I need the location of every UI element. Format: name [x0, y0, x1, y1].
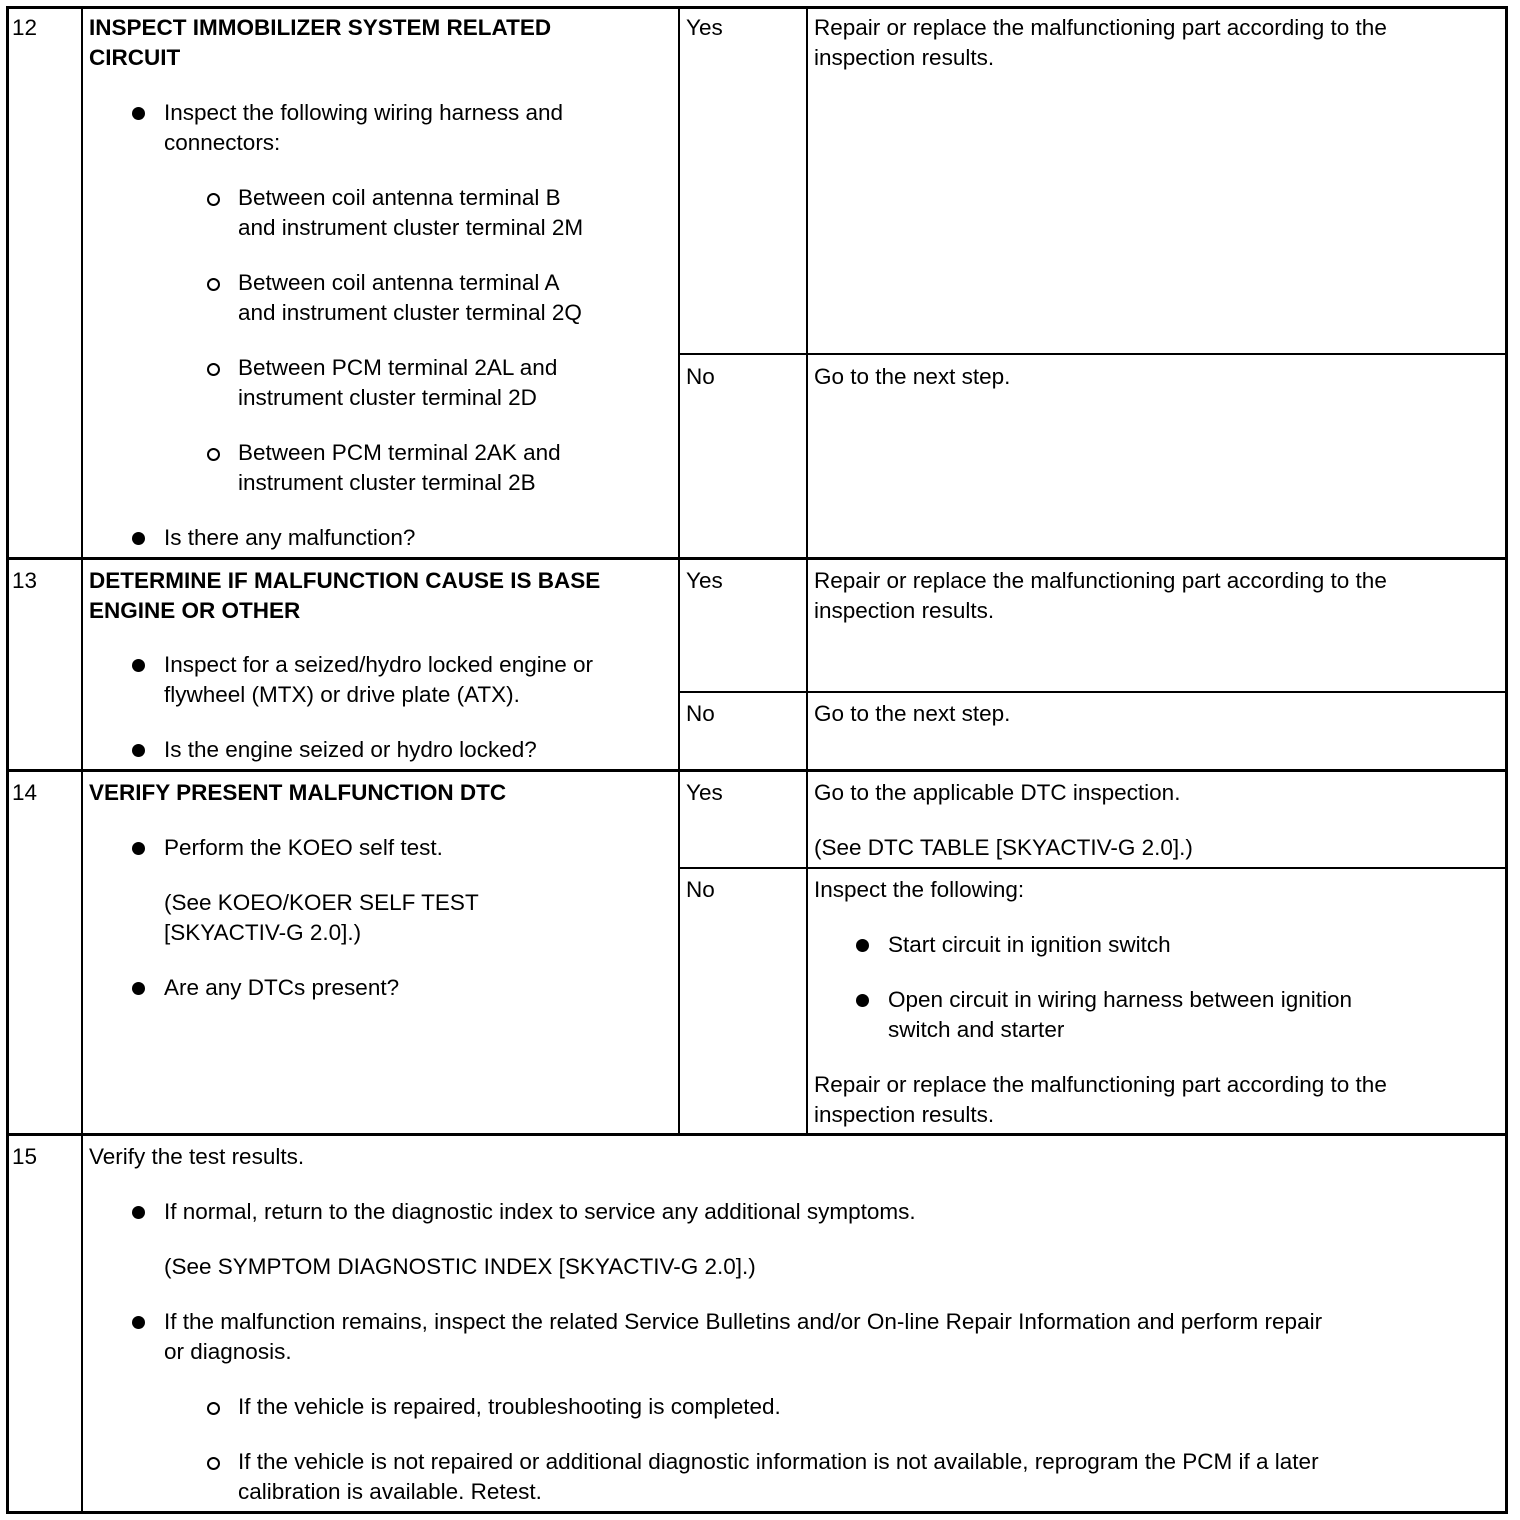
- result-yes-action: Go to the applicable DTC inspection.: [814, 780, 1181, 805]
- result-yes-label: Yes: [686, 15, 723, 40]
- step-intro: Verify the test results.: [89, 1144, 305, 1169]
- sub-bullet-icon: [207, 193, 220, 206]
- sub-bullet-icon: [207, 448, 220, 461]
- sub-bullet-icon: [207, 1402, 220, 1415]
- sub-item: Between PCM terminal 2AK and: [238, 440, 561, 465]
- yes-no-divider-13: [678, 691, 1506, 693]
- sub-item: Between coil antenna terminal A: [238, 270, 560, 295]
- action-item: Inspect for a seized/hydro locked engine or: [164, 652, 594, 677]
- bullet-icon: [856, 994, 869, 1007]
- reference-text: (See DTC TABLE [SKYACTIV-G 2.0].): [814, 835, 1193, 860]
- result-yes-action: inspection results.: [814, 45, 995, 70]
- step-number: 12: [12, 15, 38, 40]
- bullet-icon: [132, 842, 145, 855]
- sub-item: calibration is available. Retest.: [238, 1479, 542, 1504]
- bullet-icon: [132, 744, 145, 757]
- step-number: 14: [12, 780, 38, 805]
- bullet-icon: [132, 982, 145, 995]
- bullet-icon: [132, 107, 145, 120]
- step-title: INSPECT IMMOBILIZER SYSTEM RELATED: [89, 15, 552, 40]
- bullet-icon: [132, 1316, 145, 1329]
- sub-item: and instrument cluster terminal 2M: [238, 215, 584, 240]
- sub-item: Between PCM terminal 2AL and: [238, 355, 558, 380]
- reference-text: (See KOEO/KOER SELF TEST: [164, 890, 479, 915]
- row-divider-14-15: [8, 1133, 1506, 1136]
- step-title: VERIFY PRESENT MALFUNCTION DTC: [89, 780, 507, 805]
- row-divider-13-14: [8, 769, 1506, 772]
- action-item: connectors:: [164, 130, 281, 155]
- reference-text: [SKYACTIV-G 2.0].): [164, 920, 362, 945]
- step-title: CIRCUIT: [89, 45, 181, 70]
- reference-text: (See SYMPTOM DIAGNOSTIC INDEX [SKYACTIV-G 2.0].): [164, 1254, 756, 1279]
- result-no-label: No: [686, 701, 715, 726]
- action-item: If the malfunction remains, inspect the related Service Bulletins and/or On-line Repair Information and perform repair: [164, 1309, 1323, 1334]
- result-no-action: Repair or replace the malfunctioning part according to the: [814, 1072, 1387, 1097]
- step-number: 13: [12, 568, 38, 593]
- bullet-icon: [856, 939, 869, 952]
- yes-no-divider-14: [678, 867, 1506, 869]
- sub-item: If the vehicle is not repaired or additional diagnostic information is not available, reprogram the PCM if a later: [238, 1449, 1319, 1474]
- inspect-item: switch and starter: [888, 1017, 1065, 1042]
- action-item: flywheel (MTX) or drive plate (ATX).: [164, 682, 520, 707]
- result-yes-action: Repair or replace the malfunctioning part according to the: [814, 568, 1387, 593]
- sub-item: If the vehicle is repaired, troubleshooting is completed.: [238, 1394, 781, 1419]
- row-divider-12-13: [8, 557, 1506, 560]
- sub-item: and instrument cluster terminal 2Q: [238, 300, 582, 325]
- result-yes-label: Yes: [686, 568, 723, 593]
- col-divider-step: [81, 8, 83, 1512]
- bullet-icon: [132, 659, 145, 672]
- result-no-action: Inspect the following:: [814, 877, 1025, 902]
- action-item: Is there any malfunction?: [164, 525, 416, 550]
- step-title: DETERMINE IF MALFUNCTION CAUSE IS BASE: [89, 568, 601, 593]
- action-item: Inspect the following wiring harness and: [164, 100, 563, 125]
- sub-item: Between coil antenna terminal B: [238, 185, 561, 210]
- sub-bullet-icon: [207, 278, 220, 291]
- sub-bullet-icon: [207, 363, 220, 376]
- bullet-icon: [132, 1206, 145, 1219]
- action-item: If normal, return to the diagnostic index to service any additional symptoms.: [164, 1199, 916, 1224]
- result-no-action: inspection results.: [814, 1102, 995, 1127]
- action-item: Are any DTCs present?: [164, 975, 400, 1000]
- action-item: Is the engine seized or hydro locked?: [164, 737, 537, 762]
- inspect-item: Open circuit in wiring harness between ignition: [888, 987, 1352, 1012]
- step-title: ENGINE OR OTHER: [89, 598, 301, 623]
- step-number: 15: [12, 1144, 38, 1169]
- bullet-icon: [132, 532, 145, 545]
- sub-bullet-icon: [207, 1457, 220, 1470]
- action-item: Perform the KOEO self test.: [164, 835, 443, 860]
- col-divider-action: [806, 8, 808, 1134]
- inspect-item: Start circuit in ignition switch: [888, 932, 1171, 957]
- yes-no-divider-12: [678, 353, 1506, 355]
- result-yes-action: inspection results.: [814, 598, 995, 623]
- result-no-label: No: [686, 364, 715, 389]
- result-no-action: Go to the next step.: [814, 364, 1011, 389]
- action-item: or diagnosis.: [164, 1339, 292, 1364]
- result-no-label: No: [686, 877, 715, 902]
- result-yes-action: Repair or replace the malfunctioning part according to the: [814, 15, 1387, 40]
- sub-item: instrument cluster terminal 2D: [238, 385, 537, 410]
- result-yes-label: Yes: [686, 780, 723, 805]
- result-no-action: Go to the next step.: [814, 701, 1011, 726]
- sub-item: instrument cluster terminal 2B: [238, 470, 536, 495]
- col-divider-result: [678, 8, 680, 1134]
